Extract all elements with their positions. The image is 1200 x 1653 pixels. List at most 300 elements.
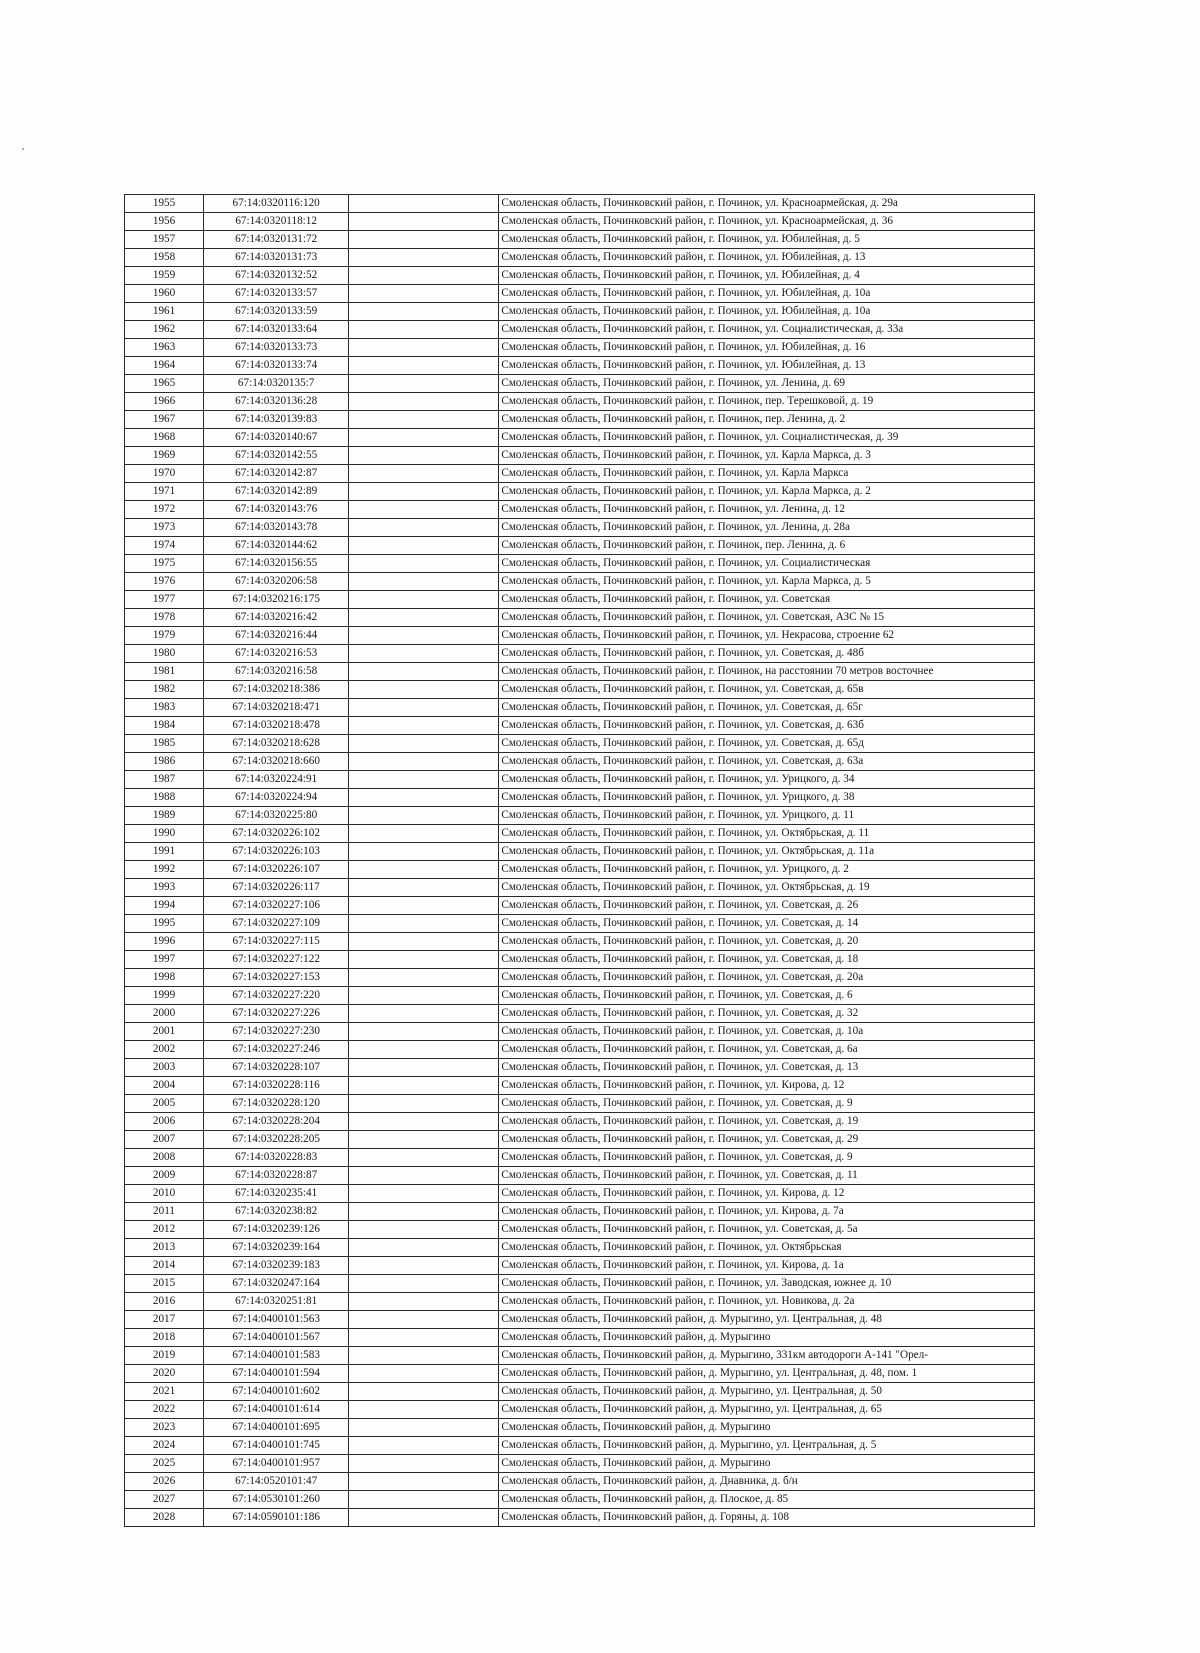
row-number: 2021 bbox=[125, 1383, 204, 1401]
empty-cell bbox=[349, 663, 499, 681]
cadastral-number: 67:14:0320206:58 bbox=[204, 573, 349, 591]
cadastral-number: 67:14:0320218:386 bbox=[204, 681, 349, 699]
table-row bbox=[125, 861, 1035, 879]
table-row bbox=[125, 1041, 1035, 1059]
address: Смоленская область, Починковский район, г. Починок, ул. Юбилейная, д. 13 bbox=[499, 249, 1035, 267]
table-row bbox=[125, 1077, 1035, 1095]
cadastral-number: 67:14:0320216:58 bbox=[204, 663, 349, 681]
empty-cell bbox=[349, 213, 499, 231]
empty-cell bbox=[349, 915, 499, 933]
address: Смоленская область, Починковский район, д. Мурыгино bbox=[499, 1455, 1035, 1473]
empty-cell bbox=[349, 969, 499, 987]
table-row bbox=[125, 933, 1035, 951]
empty-cell bbox=[349, 645, 499, 663]
empty-cell bbox=[349, 1149, 499, 1167]
address: Смоленская область, Починковский район, д. Мурыгино, ул. Центральная, д. 48 bbox=[499, 1311, 1035, 1329]
cadastral-number: 67:14:0320227:122 bbox=[204, 951, 349, 969]
cadastral-number: 67:14:0320142:55 bbox=[204, 447, 349, 465]
row-number: 2014 bbox=[125, 1257, 204, 1275]
row-number: 1960 bbox=[125, 285, 204, 303]
row-number: 1974 bbox=[125, 537, 204, 555]
row-number: 1996 bbox=[125, 933, 204, 951]
empty-cell bbox=[349, 1509, 499, 1527]
cadastral-number: 67:14:0320228:204 bbox=[204, 1113, 349, 1131]
table-row bbox=[125, 1275, 1035, 1293]
table-row bbox=[125, 393, 1035, 411]
table-row bbox=[125, 699, 1035, 717]
table-row bbox=[125, 1149, 1035, 1167]
address: Смоленская область, Починковский район, г. Починок, ул. Кирова, д. 7а bbox=[499, 1203, 1035, 1221]
address: Смоленская область, Починковский район, г. Починок, ул. Советская, д. 9 bbox=[499, 1149, 1035, 1167]
address: Смоленская область, Починковский район, г. Починок, ул. Советская, д. 14 bbox=[499, 915, 1035, 933]
empty-cell bbox=[349, 1203, 499, 1221]
address: Смоленская область, Починковский район, г. Починок, ул. Советская, д. 26 bbox=[499, 897, 1035, 915]
table-row bbox=[125, 789, 1035, 807]
table-row bbox=[125, 411, 1035, 429]
cadastral-number: 67:14:0320227:106 bbox=[204, 897, 349, 915]
empty-cell bbox=[349, 1365, 499, 1383]
address: Смоленская область, Починковский район, г. Починок, ул. Заводская, южнее д. 10 bbox=[499, 1275, 1035, 1293]
address: Смоленская область, Починковский район, г. Починок, ул. Советская, д. 63б bbox=[499, 717, 1035, 735]
row-number: 1963 bbox=[125, 339, 204, 357]
row-number: 1967 bbox=[125, 411, 204, 429]
empty-cell bbox=[349, 699, 499, 717]
address: Смоленская область, Починковский район, г. Починок, ул. Советская, д. 63а bbox=[499, 753, 1035, 771]
cadastral-number: 67:14:0400101:695 bbox=[204, 1419, 349, 1437]
cadastral-number: 67:14:0320228:116 bbox=[204, 1077, 349, 1095]
row-number: 1965 bbox=[125, 375, 204, 393]
cadastral-number: 67:14:0400101:957 bbox=[204, 1455, 349, 1473]
empty-cell bbox=[349, 771, 499, 789]
address: Смоленская область, Починковский район, д. Мурыгино bbox=[499, 1419, 1035, 1437]
empty-cell bbox=[349, 1131, 499, 1149]
cadastral-number: 67:14:0320227:115 bbox=[204, 933, 349, 951]
cadastral-number: 67:14:0400101:563 bbox=[204, 1311, 349, 1329]
table-row bbox=[125, 249, 1035, 267]
table-row bbox=[125, 447, 1035, 465]
empty-cell bbox=[349, 501, 499, 519]
address: Смоленская область, Починковский район, г. Починок, ул. Карла Маркса, д. 2 bbox=[499, 483, 1035, 501]
cadastral-number: 67:14:0590101:186 bbox=[204, 1509, 349, 1527]
cadastral-number: 67:14:0320216:42 bbox=[204, 609, 349, 627]
empty-cell bbox=[349, 879, 499, 897]
address: Смоленская область, Починковский район, г. Починок, ул. Социалистическая, д. 33а bbox=[499, 321, 1035, 339]
row-number: 1977 bbox=[125, 591, 204, 609]
row-number: 1994 bbox=[125, 897, 204, 915]
table-row bbox=[125, 285, 1035, 303]
row-number: 2017 bbox=[125, 1311, 204, 1329]
row-number: 2006 bbox=[125, 1113, 204, 1131]
empty-cell bbox=[349, 1257, 499, 1275]
registry-table bbox=[124, 194, 1035, 1527]
row-number: 1990 bbox=[125, 825, 204, 843]
cadastral-number: 67:14:0320142:89 bbox=[204, 483, 349, 501]
row-number: 2024 bbox=[125, 1437, 204, 1455]
empty-cell bbox=[349, 483, 499, 501]
empty-cell bbox=[349, 1041, 499, 1059]
cadastral-number: 67:14:0320235:41 bbox=[204, 1185, 349, 1203]
address: Смоленская область, Починковский район, г. Починок, ул. Советская, д. 32 bbox=[499, 1005, 1035, 1023]
row-number: 1982 bbox=[125, 681, 204, 699]
empty-cell bbox=[349, 987, 499, 1005]
table-row bbox=[125, 1311, 1035, 1329]
cadastral-number: 67:14:0400101:745 bbox=[204, 1437, 349, 1455]
address: Смоленская область, Починковский район, д. Мурыгино, ул. Центральная, д. 50 bbox=[499, 1383, 1035, 1401]
cadastral-number: 67:14:0320136:28 bbox=[204, 393, 349, 411]
cadastral-number: 67:14:0320218:471 bbox=[204, 699, 349, 717]
cadastral-number: 67:14:0320156:55 bbox=[204, 555, 349, 573]
cadastral-number: 67:14:0320216:175 bbox=[204, 591, 349, 609]
cadastral-number: 67:14:0320227:246 bbox=[204, 1041, 349, 1059]
row-number: 1955 bbox=[125, 195, 204, 213]
row-number: 2025 bbox=[125, 1455, 204, 1473]
empty-cell bbox=[349, 573, 499, 591]
table-row bbox=[125, 951, 1035, 969]
address: Смоленская область, Починковский район, г. Починок, ул. Советская, д. 19 bbox=[499, 1113, 1035, 1131]
row-number: 2028 bbox=[125, 1509, 204, 1527]
cadastral-number: 67:14:0320133:57 bbox=[204, 285, 349, 303]
empty-cell bbox=[349, 465, 499, 483]
cadastral-number: 67:14:0320140:67 bbox=[204, 429, 349, 447]
row-number: 1991 bbox=[125, 843, 204, 861]
row-number: 2023 bbox=[125, 1419, 204, 1437]
table-row bbox=[125, 825, 1035, 843]
empty-cell bbox=[349, 1455, 499, 1473]
cadastral-number: 67:14:0400101:602 bbox=[204, 1383, 349, 1401]
cadastral-number: 67:14:0320133:64 bbox=[204, 321, 349, 339]
row-number: 1979 bbox=[125, 627, 204, 645]
address: Смоленская область, Починковский район, г. Починок, ул. Ленина, д. 12 bbox=[499, 501, 1035, 519]
address: Смоленская область, Починковский район, г. Починок, ул. Юбилейная, д. 16 bbox=[499, 339, 1035, 357]
cadastral-number: 67:14:0320118:12 bbox=[204, 213, 349, 231]
empty-cell bbox=[349, 1005, 499, 1023]
row-number: 1961 bbox=[125, 303, 204, 321]
cadastral-number: 67:14:0320218:478 bbox=[204, 717, 349, 735]
address: Смоленская область, Починковский район, д. Плоское, д. 85 bbox=[499, 1491, 1035, 1509]
row-number: 1968 bbox=[125, 429, 204, 447]
empty-cell bbox=[349, 1239, 499, 1257]
address: Смоленская область, Починковский район, г. Починок, ул. Юбилейная, д. 13 bbox=[499, 357, 1035, 375]
cadastral-number: 67:14:0320216:53 bbox=[204, 645, 349, 663]
table-row bbox=[125, 1365, 1035, 1383]
cadastral-number: 67:14:0320143:76 bbox=[204, 501, 349, 519]
empty-cell bbox=[349, 1383, 499, 1401]
cadastral-number: 67:14:0320131:72 bbox=[204, 231, 349, 249]
address: Смоленская область, Починковский район, г. Починок, ул. Советская, д. 18 bbox=[499, 951, 1035, 969]
cadastral-number: 67:14:0320228:205 bbox=[204, 1131, 349, 1149]
table-row bbox=[125, 1059, 1035, 1077]
table-row bbox=[125, 735, 1035, 753]
table-row bbox=[125, 627, 1035, 645]
address: Смоленская область, Починковский район, г. Починок, ул. Советская bbox=[499, 591, 1035, 609]
empty-cell bbox=[349, 861, 499, 879]
cadastral-number: 67:14:0320218:628 bbox=[204, 735, 349, 753]
address: Смоленская область, Починковский район, г. Починок, ул. Карла Маркса bbox=[499, 465, 1035, 483]
address: Смоленская область, Починковский район, г. Починок, ул. Кирова, д. 12 bbox=[499, 1077, 1035, 1095]
table-row bbox=[125, 483, 1035, 501]
table-row bbox=[125, 1383, 1035, 1401]
address: Смоленская область, Починковский район, г. Починок, ул. Ленина, д. 69 bbox=[499, 375, 1035, 393]
row-number: 2020 bbox=[125, 1365, 204, 1383]
table-row bbox=[125, 1455, 1035, 1473]
table-row bbox=[125, 1005, 1035, 1023]
empty-cell bbox=[349, 1275, 499, 1293]
address: Смоленская область, Починковский район, д. Мурыгино, ул. Центральная, д. 5 bbox=[499, 1437, 1035, 1455]
table-row bbox=[125, 1239, 1035, 1257]
table-row bbox=[125, 1131, 1035, 1149]
cadastral-number: 67:14:0320251:81 bbox=[204, 1293, 349, 1311]
table-row bbox=[125, 1329, 1035, 1347]
registry-table-body bbox=[125, 195, 1035, 1527]
address: Смоленская область, Починковский район, г. Починок, на расстоянии 70 метров восточнее bbox=[499, 663, 1035, 681]
cadastral-number: 67:14:0320227:230 bbox=[204, 1023, 349, 1041]
row-number: 1972 bbox=[125, 501, 204, 519]
row-number: 1959 bbox=[125, 267, 204, 285]
row-number: 2018 bbox=[125, 1329, 204, 1347]
row-number: 1980 bbox=[125, 645, 204, 663]
address: Смоленская область, Починковский район, г. Починок, ул. Советская, д. 9 bbox=[499, 1095, 1035, 1113]
cadastral-number: 67:14:0320144:62 bbox=[204, 537, 349, 555]
row-number: 2001 bbox=[125, 1023, 204, 1041]
cadastral-number: 67:14:0530101:260 bbox=[204, 1491, 349, 1509]
row-number: 2000 bbox=[125, 1005, 204, 1023]
empty-cell bbox=[349, 1401, 499, 1419]
cadastral-number: 67:14:0400101:594 bbox=[204, 1365, 349, 1383]
address: Смоленская область, Починковский район, г. Починок, ул. Октябрьская, д. 11 bbox=[499, 825, 1035, 843]
row-number: 1962 bbox=[125, 321, 204, 339]
table-row bbox=[125, 1473, 1035, 1491]
cadastral-number: 67:14:0320216:44 bbox=[204, 627, 349, 645]
address: Смоленская область, Починковский район, г. Починок, ул. Урицкого, д. 34 bbox=[499, 771, 1035, 789]
row-number: 2011 bbox=[125, 1203, 204, 1221]
empty-cell bbox=[349, 429, 499, 447]
address: Смоленская область, Починковский район, г. Починок, ул. Новикова, д. 2а bbox=[499, 1293, 1035, 1311]
table-row bbox=[125, 843, 1035, 861]
empty-cell bbox=[349, 843, 499, 861]
empty-cell bbox=[349, 897, 499, 915]
row-number: 2003 bbox=[125, 1059, 204, 1077]
cadastral-number: 67:14:0320228:83 bbox=[204, 1149, 349, 1167]
address: Смоленская область, Починковский район, г. Починок, пер. Ленина, д. 6 bbox=[499, 537, 1035, 555]
cadastral-number: 67:14:0320116:120 bbox=[204, 195, 349, 213]
table-row bbox=[125, 879, 1035, 897]
cadastral-number: 67:14:0320218:660 bbox=[204, 753, 349, 771]
scan-speck bbox=[22, 148, 24, 150]
empty-cell bbox=[349, 681, 499, 699]
empty-cell bbox=[349, 1311, 499, 1329]
empty-cell bbox=[349, 1491, 499, 1509]
address: Смоленская область, Починковский район, г. Починок, ул. Кирова, д. 12 bbox=[499, 1185, 1035, 1203]
empty-cell bbox=[349, 195, 499, 213]
row-number: 1969 bbox=[125, 447, 204, 465]
table-row bbox=[125, 1509, 1035, 1527]
cadastral-number: 67:14:0320135:7 bbox=[204, 375, 349, 393]
row-number: 1992 bbox=[125, 861, 204, 879]
row-number: 1995 bbox=[125, 915, 204, 933]
row-number: 2007 bbox=[125, 1131, 204, 1149]
address: Смоленская область, Починковский район, г. Починок, ул. Кирова, д. 1а bbox=[499, 1257, 1035, 1275]
row-number: 2015 bbox=[125, 1275, 204, 1293]
empty-cell bbox=[349, 609, 499, 627]
empty-cell bbox=[349, 339, 499, 357]
empty-cell bbox=[349, 951, 499, 969]
cadastral-number: 67:14:0320247:164 bbox=[204, 1275, 349, 1293]
cadastral-number: 67:14:0400101:567 bbox=[204, 1329, 349, 1347]
cadastral-number: 67:14:0320227:153 bbox=[204, 969, 349, 987]
address: Смоленская область, Починковский район, г. Починок, ул. Советская, д. 20а bbox=[499, 969, 1035, 987]
row-number: 2004 bbox=[125, 1077, 204, 1095]
cadastral-number: 67:14:0320226:102 bbox=[204, 825, 349, 843]
table-row bbox=[125, 231, 1035, 249]
table-row bbox=[125, 573, 1035, 591]
table-row bbox=[125, 537, 1035, 555]
cadastral-number: 67:14:0320226:117 bbox=[204, 879, 349, 897]
address: Смоленская область, Починковский район, г. Починок, ул. Октябрьская, д. 19 bbox=[499, 879, 1035, 897]
table-row bbox=[125, 645, 1035, 663]
cadastral-number: 67:14:0320143:78 bbox=[204, 519, 349, 537]
table-row bbox=[125, 339, 1035, 357]
empty-cell bbox=[349, 753, 499, 771]
empty-cell bbox=[349, 357, 499, 375]
address: Смоленская область, Починковский район, г. Починок, ул. Социалистическая bbox=[499, 555, 1035, 573]
address: Смоленская область, Починковский район, д. Днавника, д. б/н bbox=[499, 1473, 1035, 1491]
address: Смоленская область, Починковский район, г. Починок, ул. Юбилейная, д. 10а bbox=[499, 303, 1035, 321]
empty-cell bbox=[349, 627, 499, 645]
row-number: 2019 bbox=[125, 1347, 204, 1365]
table-row bbox=[125, 771, 1035, 789]
cadastral-number: 67:14:0320226:103 bbox=[204, 843, 349, 861]
empty-cell bbox=[349, 1077, 499, 1095]
address: Смоленская область, Починковский район, д. Мурыгино, 331км автодороги А-141 "Орел- bbox=[499, 1347, 1035, 1365]
address: Смоленская область, Починковский район, г. Починок, ул. Юбилейная, д. 10а bbox=[499, 285, 1035, 303]
row-number: 1986 bbox=[125, 753, 204, 771]
row-number: 2027 bbox=[125, 1491, 204, 1509]
cadastral-number: 67:14:0520101:47 bbox=[204, 1473, 349, 1491]
empty-cell bbox=[349, 1329, 499, 1347]
empty-cell bbox=[349, 1437, 499, 1455]
table-row bbox=[125, 807, 1035, 825]
cadastral-number: 67:14:0320239:183 bbox=[204, 1257, 349, 1275]
row-number: 1999 bbox=[125, 987, 204, 1005]
table-row bbox=[125, 1293, 1035, 1311]
table-row bbox=[125, 1113, 1035, 1131]
row-number: 1973 bbox=[125, 519, 204, 537]
empty-cell bbox=[349, 411, 499, 429]
row-number: 2008 bbox=[125, 1149, 204, 1167]
table-row bbox=[125, 1401, 1035, 1419]
table-row bbox=[125, 357, 1035, 375]
table-row bbox=[125, 681, 1035, 699]
empty-cell bbox=[349, 249, 499, 267]
table-row bbox=[125, 1347, 1035, 1365]
empty-cell bbox=[349, 447, 499, 465]
empty-cell bbox=[349, 1473, 499, 1491]
row-number: 2002 bbox=[125, 1041, 204, 1059]
table-row bbox=[125, 303, 1035, 321]
address: Смоленская область, Починковский район, г. Починок, ул. Красноармейская, д. 36 bbox=[499, 213, 1035, 231]
cadastral-number: 67:14:0400101:614 bbox=[204, 1401, 349, 1419]
address: Смоленская область, Починковский район, г. Починок, ул. Юбилейная, д. 5 bbox=[499, 231, 1035, 249]
address: Смоленская область, Починковский район, г. Починок, ул. Октябрьская, д. 11а bbox=[499, 843, 1035, 861]
address: Смоленская область, Починковский район, г. Починок, ул. Урицкого, д. 38 bbox=[499, 789, 1035, 807]
empty-cell bbox=[349, 933, 499, 951]
address: Смоленская область, Починковский район, г. Починок, ул. Некрасова, строение 62 bbox=[499, 627, 1035, 645]
cadastral-number: 67:14:0400101:583 bbox=[204, 1347, 349, 1365]
address: Смоленская область, Починковский район, г. Починок, пер. Ленина, д. 2 bbox=[499, 411, 1035, 429]
cadastral-number: 67:14:0320133:59 bbox=[204, 303, 349, 321]
address: Смоленская область, Починковский район, г. Починок, ул. Советская, д. 65в bbox=[499, 681, 1035, 699]
row-number: 1987 bbox=[125, 771, 204, 789]
table-row bbox=[125, 1221, 1035, 1239]
empty-cell bbox=[349, 789, 499, 807]
table-row bbox=[125, 897, 1035, 915]
table-row bbox=[125, 1095, 1035, 1113]
empty-cell bbox=[349, 591, 499, 609]
table-row bbox=[125, 591, 1035, 609]
row-number: 1985 bbox=[125, 735, 204, 753]
row-number: 2016 bbox=[125, 1293, 204, 1311]
empty-cell bbox=[349, 1185, 499, 1203]
cadastral-number: 67:14:0320133:73 bbox=[204, 339, 349, 357]
row-number: 1970 bbox=[125, 465, 204, 483]
cadastral-number: 67:14:0320133:74 bbox=[204, 357, 349, 375]
row-number: 1989 bbox=[125, 807, 204, 825]
row-number: 1983 bbox=[125, 699, 204, 717]
empty-cell bbox=[349, 1293, 499, 1311]
cadastral-number: 67:14:0320227:109 bbox=[204, 915, 349, 933]
table-row bbox=[125, 195, 1035, 213]
table-row bbox=[125, 555, 1035, 573]
table-row bbox=[125, 717, 1035, 735]
cadastral-number: 67:14:0320239:126 bbox=[204, 1221, 349, 1239]
address: Смоленская область, Починковский район, г. Починок, ул. Советская, д. 48б bbox=[499, 645, 1035, 663]
row-number: 1997 bbox=[125, 951, 204, 969]
empty-cell bbox=[349, 735, 499, 753]
row-number: 1978 bbox=[125, 609, 204, 627]
row-number: 2026 bbox=[125, 1473, 204, 1491]
row-number: 2010 bbox=[125, 1185, 204, 1203]
row-number: 2012 bbox=[125, 1221, 204, 1239]
address: Смоленская область, Починковский район, д. Горяны, д. 108 bbox=[499, 1509, 1035, 1527]
row-number: 2005 bbox=[125, 1095, 204, 1113]
row-number: 2022 bbox=[125, 1401, 204, 1419]
address: Смоленская область, Починковский район, г. Починок, ул. Советская, д. 6а bbox=[499, 1041, 1035, 1059]
empty-cell bbox=[349, 393, 499, 411]
address: Смоленская область, Починковский район, д. Мурыгино bbox=[499, 1329, 1035, 1347]
cadastral-number: 67:14:0320228:87 bbox=[204, 1167, 349, 1185]
row-number: 2009 bbox=[125, 1167, 204, 1185]
row-number: 1975 bbox=[125, 555, 204, 573]
table-row bbox=[125, 969, 1035, 987]
empty-cell bbox=[349, 1419, 499, 1437]
address: Смоленская область, Починковский район, г. Починок, пер. Терешковой, д. 19 bbox=[499, 393, 1035, 411]
empty-cell bbox=[349, 1221, 499, 1239]
empty-cell bbox=[349, 321, 499, 339]
row-number: 2013 bbox=[125, 1239, 204, 1257]
address: Смоленская область, Починковский район, г. Починок, ул. Ленина, д. 28а bbox=[499, 519, 1035, 537]
empty-cell bbox=[349, 555, 499, 573]
empty-cell bbox=[349, 807, 499, 825]
address: Смоленская область, Починковский район, г. Починок, ул. Октябрьская bbox=[499, 1239, 1035, 1257]
address: Смоленская область, Починковский район, г. Починок, ул. Социалистическая, д. 39 bbox=[499, 429, 1035, 447]
table-row bbox=[125, 987, 1035, 1005]
address: Смоленская область, Починковский район, г. Починок, ул. Советская, д. 13 bbox=[499, 1059, 1035, 1077]
address: Смоленская область, Починковский район, г. Починок, ул. Советская, д. 10а bbox=[499, 1023, 1035, 1041]
cadastral-number: 67:14:0320227:220 bbox=[204, 987, 349, 1005]
row-number: 1976 bbox=[125, 573, 204, 591]
address: Смоленская область, Починковский район, г. Починок, ул. Советская, д. 20 bbox=[499, 933, 1035, 951]
empty-cell bbox=[349, 825, 499, 843]
